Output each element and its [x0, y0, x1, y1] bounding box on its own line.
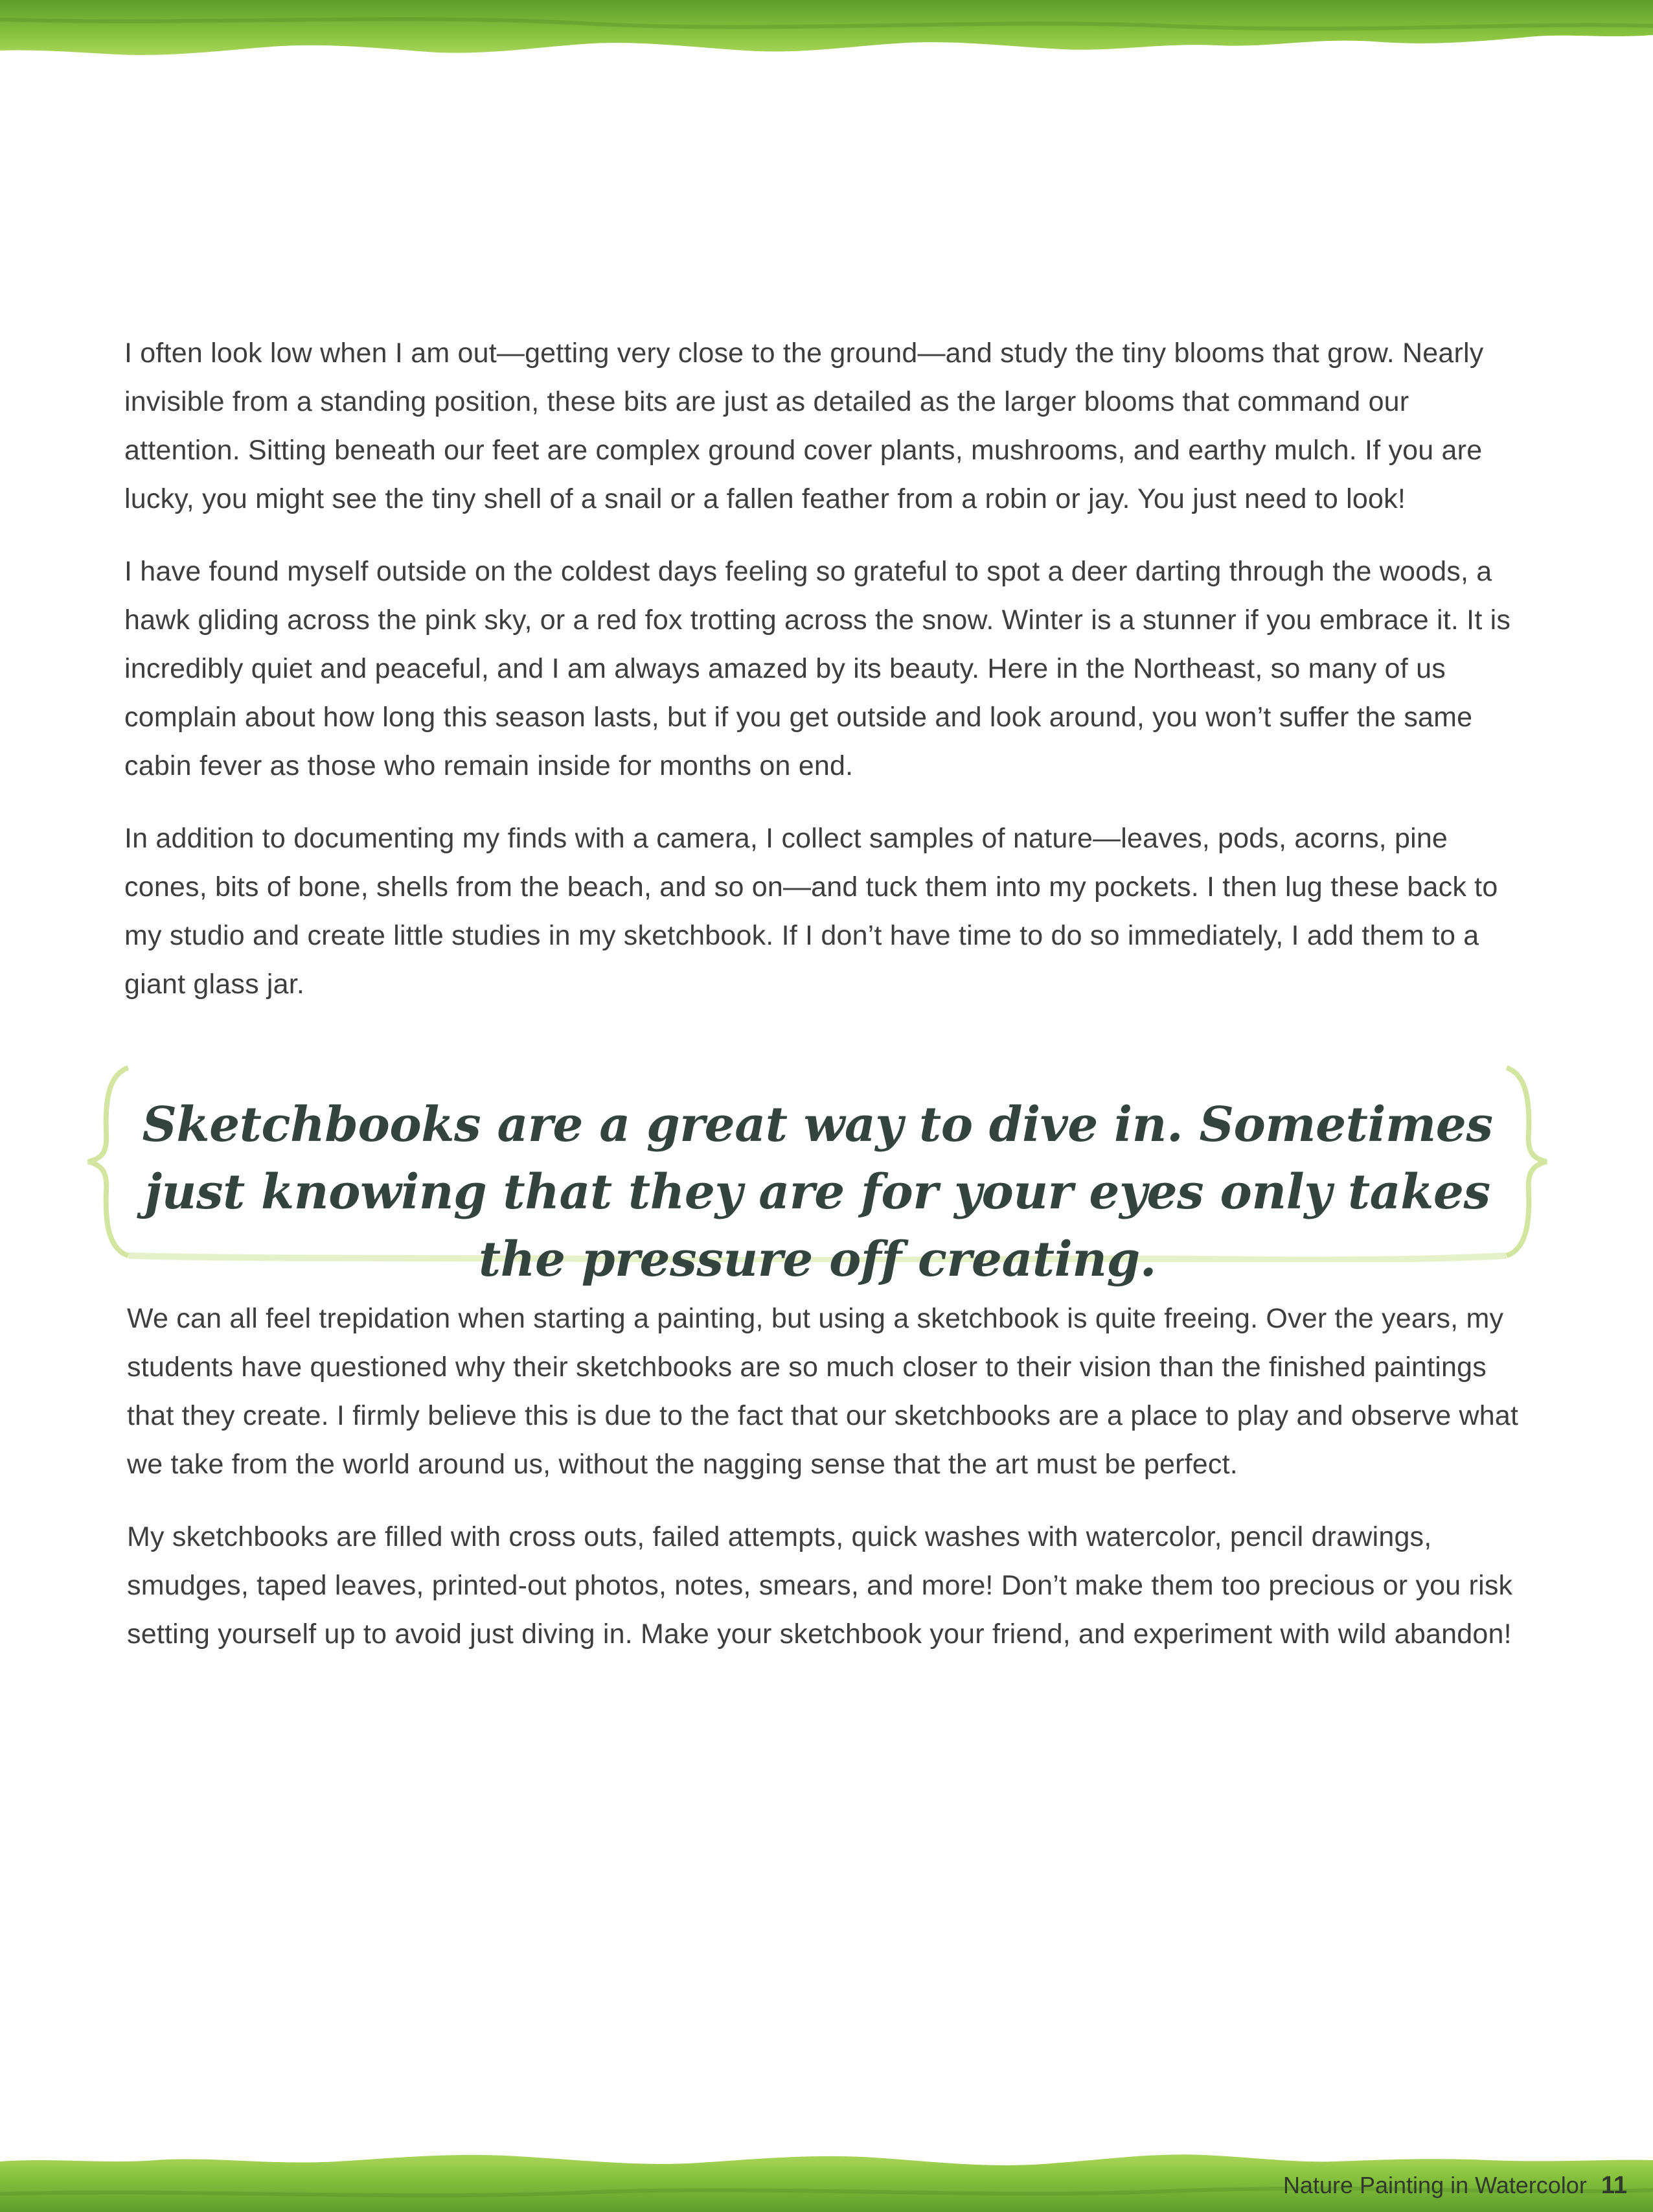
running-title: Nature Painting in Watercolor — [1282, 2172, 1587, 2198]
paragraph: We can all feel trepidation when starting a painting, but using a sketchbook is quite freeing. Over the years, my students have questioned why their sketchbooks are so much closer to their vision than the finished paintings that they create. I firmly believe this is due to the fact that our sketchbooks are a place to play and observe what we take from the world around us, without the nagging sense that the art must be perfect. — [127, 1303, 1519, 1480]
page-footer — [1283, 2170, 1627, 2201]
paragraph: I often look low when I am out—getting very close to the ground—and study the tiny blooms that grow. Nearly invisible from a standing position, these bits are just as detailed as the larger blooms that command our attention. Sitting beneath our feet are complex ground cover plants, mushrooms, and earthy mulch. If you are lucky, you might see the tiny shell of a snail or a fallen feather from a robin or jay. You just need to look! — [124, 338, 1484, 514]
paragraph: In addition to documenting my finds with a camera, I collect samples of nature—leaves, pods, acorns, pine cones, bits of bone, shells from the beach, and so on—and tuck them into my pockets. I then lug these back to my studio and create little studies in my sketchbook. If I don’t have time to do so immediately, I add them to a giant glass jar. — [124, 823, 1498, 1000]
page-number: 11 — [1601, 2171, 1627, 2199]
pull-quote-box — [83, 1061, 1552, 1287]
top-watercolor-border — [0, 0, 1653, 65]
paragraph: My sketchbooks are filled with cross outs, failed attempts, quick washes with watercolor, pencil drawings, smudges, taped leaves, printed-out photos, notes, smears, and more! Don’t make them too precious or you risk setting yourself up to avoid just diving in. Make your sketchbook your friend, and experiment with wild abandon! — [127, 1521, 1513, 1650]
body-text-top — [124, 329, 1517, 1033]
body-text-bottom — [127, 1295, 1520, 1683]
paragraph: I have found myself outside on the coldest days feeling so grateful to spot a deer darting through the woods, a hawk gliding across the pink sky, or a red fox trotting across the snow. Winter is a stunner if you embrace it. It is incredibly quiet and peaceful, and I am always amazed by its beauty. Here in the Northeast, so many of us complain about how long this season lasts, but if you get outside and look around, you won’t suffer the same cabin fever as those who remain inside for months on end. — [124, 556, 1511, 781]
pull-quote-text: Sketchbooks are a great way to dive in. Sometimes just knowing that they are for your eyes only takes the pressure off creating. — [142, 1097, 1493, 1287]
